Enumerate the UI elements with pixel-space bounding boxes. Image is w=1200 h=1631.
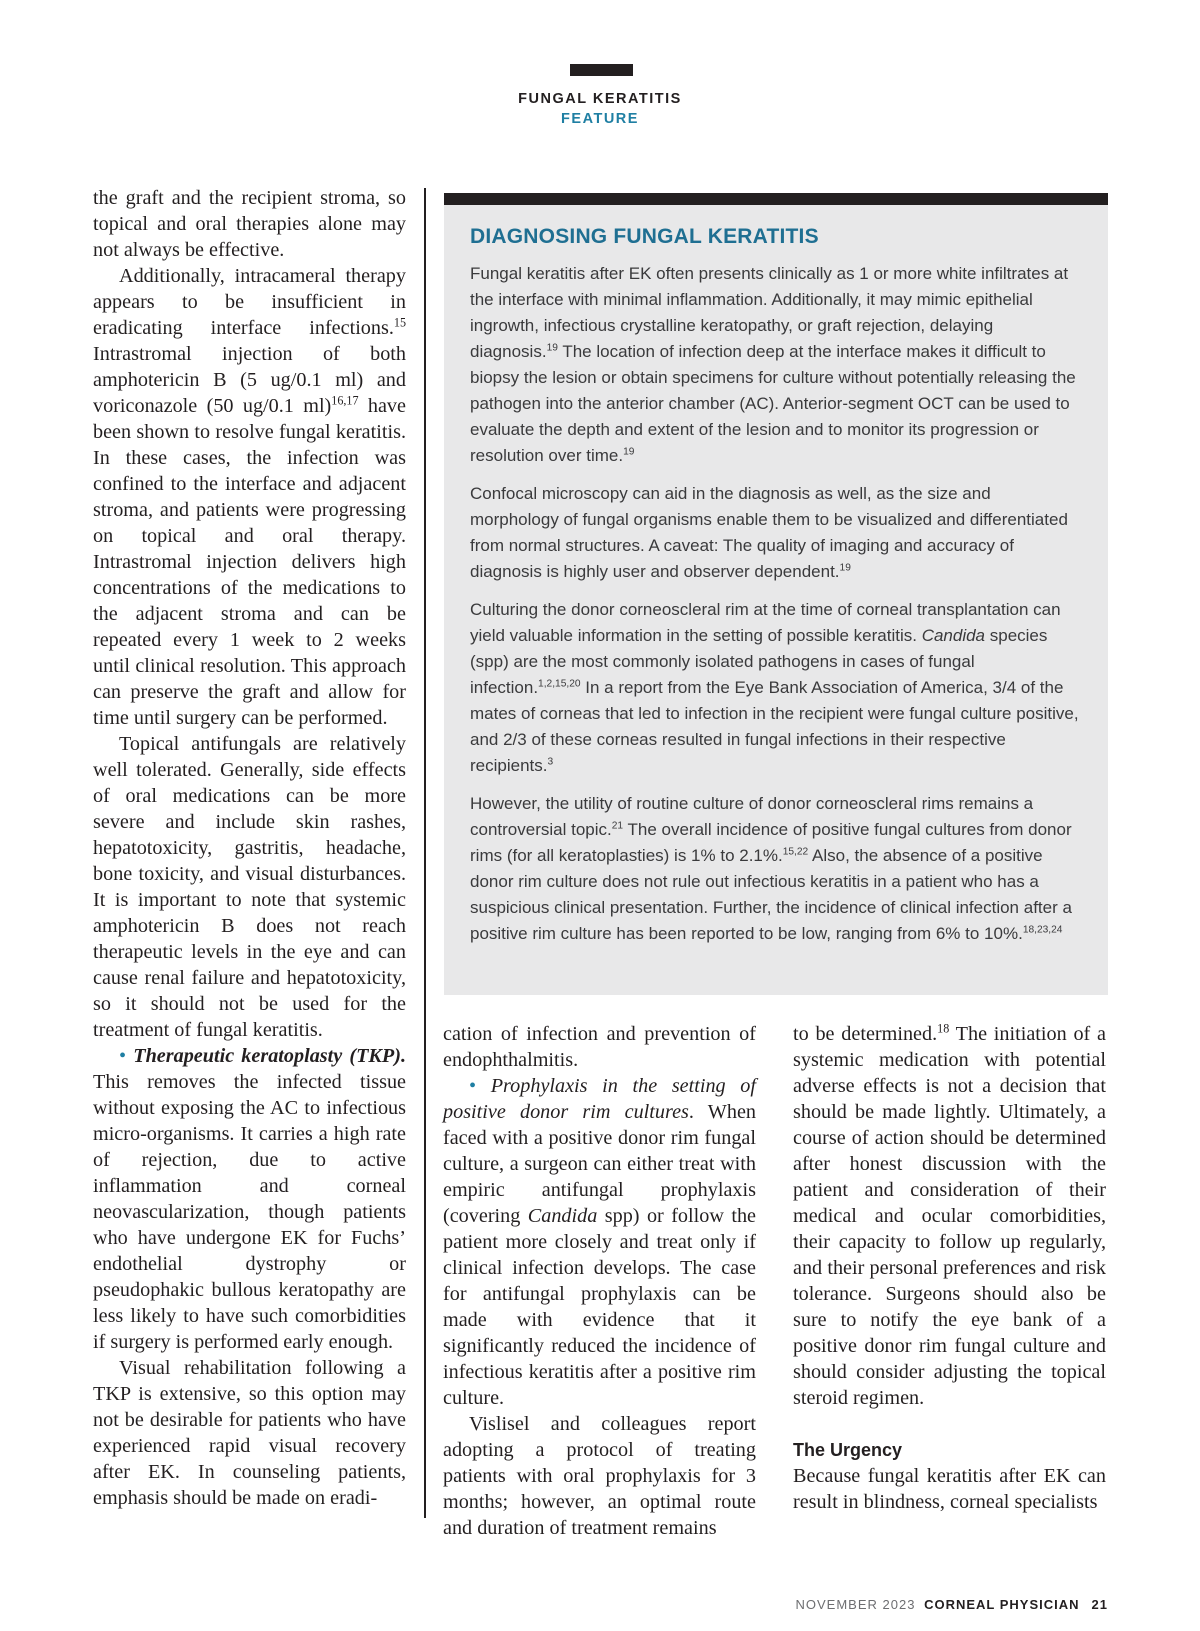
citation: 18,23,24 bbox=[1022, 924, 1063, 936]
sidebar-paragraph: Culturing the donor corneoscleral rim at the time of corneal transplantation can yield valuable information in the setting of possible keratitis. Candida species (spp) are the most commonly isolated pathogens in cases of fungal infection.$^{1,2,15,20}$ In a report from the Eye Bank Association of America, 3/4 of the mates of corneas that led to infection in the recipient were fungal culture positive, and 2/3 of these corneas resulted in fungal infections in their respective recipients.$^3$ bbox=[470, 600, 1079, 775]
sidebar-paragraph: Fungal keratitis after EK often presents clinically as 1 or more white infiltrates at the interface with minimal inflammation. Additionally, it may mimic epithelial ingrowth, infectious crystalline keratopathy, or graft rejection, delaying diagnosis.$^{19}$ The location of infection deep at the interface makes it difficult to biopsy the lesion or obtain specimens for culture without potentially releasing the pathogen into the anterior chamber (AC). Anterior-segment OCT can be used to evaluate the depth and extent of the lesion and to monitor its progression or resolution over time.$^{19}$ bbox=[470, 264, 1076, 465]
citation: 21 bbox=[611, 820, 624, 832]
citation: 19 bbox=[546, 342, 558, 354]
paragraph: Vislisel and colleagues report adopting a protocol of treating patients with oral prophylaxis for 3 months; however, an optimal route and duration of treatment remains bbox=[443, 1413, 756, 1539]
paragraph: cation of infection and prevention of endophthalmitis. bbox=[443, 1023, 756, 1071]
paragraph: Additionally, intracameral therapy appears to be insufficient in eradicating interface infections.$^{15}$ Intrastromal injection of both amphotericin B (5 ug/0.1 ml) and voriconazole (50 ug/0.1 ml)$^{16,17}$ have been shown to resolve fungal keratitis. In these cases, the infection was confined to the interface and adjacent stroma, and patients were progressing on topical and oral therapy. Intrastromal injection delivers high concentrations of the medications to the adjacent stroma and can be repeated every 1 week to 2 weeks until clinical resolution. This approach can preserve the graft and allow for time until surgery can be performed. bbox=[93, 265, 406, 729]
paragraph: Because fungal keratitis after EK can result in blindness, corneal specialists bbox=[793, 1465, 1106, 1513]
page-footer bbox=[796, 1597, 1108, 1612]
citation: 15 bbox=[393, 315, 406, 330]
paragraph: • Prophylaxis in the setting of positive donor rim cultures. When faced with a positive donor rim fungal culture, a surgeon can either treat with empiric antifungal prophylaxis (covering Candida spp) or follow the patient more closely and treat only if clinical infection develops. The case for antifungal prophylaxis can be made with evidence that it significantly reduced the incidence of infectious keratitis after a positive rim culture. bbox=[443, 1075, 756, 1409]
run-in-heading: Prophylaxis in the setting of positive donor rim cultures bbox=[443, 1075, 756, 1123]
section-title: FUNGAL KERATITIS bbox=[518, 91, 682, 107]
sidebar-top-bar bbox=[444, 193, 1108, 205]
sidebar-paragraph: However, the utility of routine culture of donor corneoscleral rims remains a controversial topic.$^{21}$ The overall incidence of positive fungal cultures from donor rims (for all keratoplasties) is 1% to 2.1%.$^{15,22}$ Also, the absence of a positive donor rim culture does not rule out infectious keratitis in a patient who has a suspicious clinical presentation. Further, the incidence of clinical infection after a positive rim culture has been reported to be low, ranging from 6% to 10%.$^{18,23,24}$ bbox=[470, 794, 1072, 943]
publication-name: CORNEAL PHYSICIAN bbox=[924, 1597, 1080, 1612]
paragraph: the graft and the recipient stroma, so topical and oral therapies alone may not always be effective. bbox=[93, 187, 406, 261]
department-label: FEATURE bbox=[561, 111, 639, 127]
citation: 3 bbox=[547, 756, 554, 768]
paragraph: Visual rehabilitation following a TKP is extensive, so this option may not be desirable for patients who have experienced rapid visual recovery after EK. In counseling patients, emphasis should be made on eradi- bbox=[93, 1357, 406, 1509]
sidebar-title: DIAGNOSING FUNGAL KERATITIS bbox=[470, 225, 819, 248]
citation: 19 bbox=[839, 562, 851, 574]
paragraph: • Therapeutic keratoplasty (TKP). This removes the infected tissue without exposing the AC to infectious micro-organisms. It carries a high rate of rejection, due to active inflammation and corneal neovascularization, though patients who have undergone EK for Fuchs’ endothelial dystrophy or pseudophakic bullous keratopathy are less likely to have such comorbidities if surgery is performed early enough. bbox=[93, 1045, 407, 1353]
bullet-icon: • bbox=[469, 1075, 477, 1097]
column-2 bbox=[443, 1021, 756, 1541]
header-bar bbox=[570, 64, 633, 76]
paragraph: Topical antifungals are relatively well tolerated. Generally, side effects of oral medications can be more severe and include skin rashes, hepatotoxicity, gastritis, headache, bone toxicity, and visual disturbances. It is important to note that systemic amphotericin B does not reach therapeutic levels in the eye and can cause renal failure and hepatotoxicity, so it should not be used for the treatment of fungal keratitis. bbox=[93, 733, 406, 1041]
column-1 bbox=[93, 185, 406, 1511]
citation: 19 bbox=[623, 446, 635, 458]
issue-date: NOVEMBER 2023 bbox=[795, 1597, 916, 1612]
citation: 15,22 bbox=[782, 846, 809, 858]
sidebar-box bbox=[444, 205, 1108, 995]
page-number: 21 bbox=[1091, 1597, 1108, 1612]
column-rule bbox=[424, 188, 426, 1518]
citation: 16,17 bbox=[331, 393, 359, 408]
column-3 bbox=[793, 1021, 1106, 1515]
sidebar-paragraph: Confocal microscopy can aid in the diagnosis as well, as the size and morphology of fungal organisms enable them to be visualized and differentiated from normal structures. A caveat: The quality of imaging and accuracy of diagnosis is highly user and observer dependent.$^{19}$ bbox=[470, 484, 1068, 581]
citation: 18 bbox=[937, 1021, 950, 1036]
paragraph: to be determined.$^{18}$ The initiation of a systemic medication with potential adverse effects is not a decision that should be made lightly. Ultimately, a course of action should be determined after honest discussion with the patient and consideration of their medical and ocular comorbidities, their capacity to follow up regularly, and their personal preferences and risk tolerance. Surgeons should also be sure to notify the eye bank of a positive donor rim fungal culture and should consider adjusting the topical steroid regimen. bbox=[793, 1021, 1106, 1409]
bullet-icon: • bbox=[119, 1045, 127, 1067]
run-in-heading: Therapeutic keratoplasty (TKP). bbox=[133, 1045, 407, 1067]
citation: 1,2,15,20 bbox=[538, 678, 581, 690]
subheading: The Urgency bbox=[793, 1440, 903, 1460]
